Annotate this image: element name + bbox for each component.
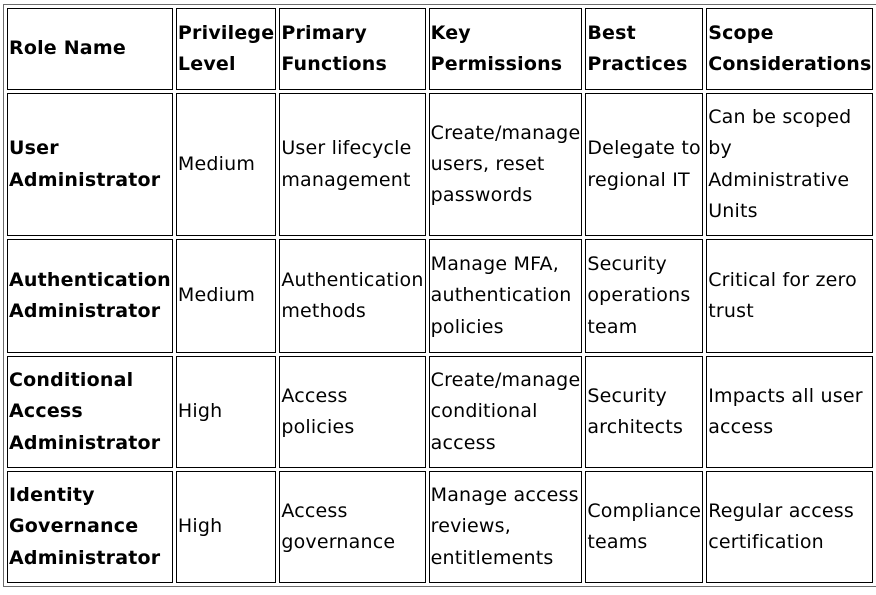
header-best-practices: Best Practices <box>585 8 703 90</box>
roles-table-container <box>3 4 876 587</box>
cell-primary-functions: User lifecycle management <box>279 93 425 236</box>
cell-key-permissions: Create/manage conditional access <box>429 356 583 468</box>
cell-privilege-level: Medium <box>176 239 276 353</box>
cell-scope-considerations: Critical for zero trust <box>706 239 873 353</box>
cell-best-practices: Security operations team <box>585 239 703 353</box>
table-row <box>7 471 873 583</box>
table-row <box>7 356 873 468</box>
cell-primary-functions: Access governance <box>279 471 425 583</box>
cell-scope-considerations: Regular access certification <box>706 471 873 583</box>
cell-role-name: Authentication Administrator <box>7 239 173 353</box>
cell-key-permissions: Manage access reviews, entitlements <box>429 471 583 583</box>
header-primary-functions: Primary Functions <box>279 8 425 90</box>
cell-role-name: Conditional Access Administrator <box>7 356 173 468</box>
cell-role-name: User Administrator <box>7 93 173 236</box>
cell-role-name: Identity Governance Administrator <box>7 471 173 583</box>
header-key-permissions: Key Permissions <box>429 8 583 90</box>
header-privilege-level: Privilege Level <box>176 8 276 90</box>
cell-privilege-level: High <box>176 471 276 583</box>
cell-primary-functions: Authentication methods <box>279 239 425 353</box>
cell-key-permissions: Create/manage users, reset passwords <box>429 93 583 236</box>
roles-table <box>3 4 876 587</box>
cell-scope-considerations: Can be scoped by Administrative Units <box>706 93 873 236</box>
table-row <box>7 93 873 236</box>
cell-privilege-level: Medium <box>176 93 276 236</box>
cell-best-practices: Security architects <box>585 356 703 468</box>
cell-best-practices: Compliance teams <box>585 471 703 583</box>
cell-scope-considerations: Impacts all user access <box>706 356 873 468</box>
cell-privilege-level: High <box>176 356 276 468</box>
cell-best-practices: Delegate to regional IT <box>585 93 703 236</box>
header-scope-considerations: Scope Considerations <box>706 8 873 90</box>
cell-key-permissions: Manage MFA, authentication policies <box>429 239 583 353</box>
table-row <box>7 239 873 353</box>
table-header-row <box>7 8 873 90</box>
cell-primary-functions: Access policies <box>279 356 425 468</box>
header-role-name: Role Name <box>7 8 173 90</box>
